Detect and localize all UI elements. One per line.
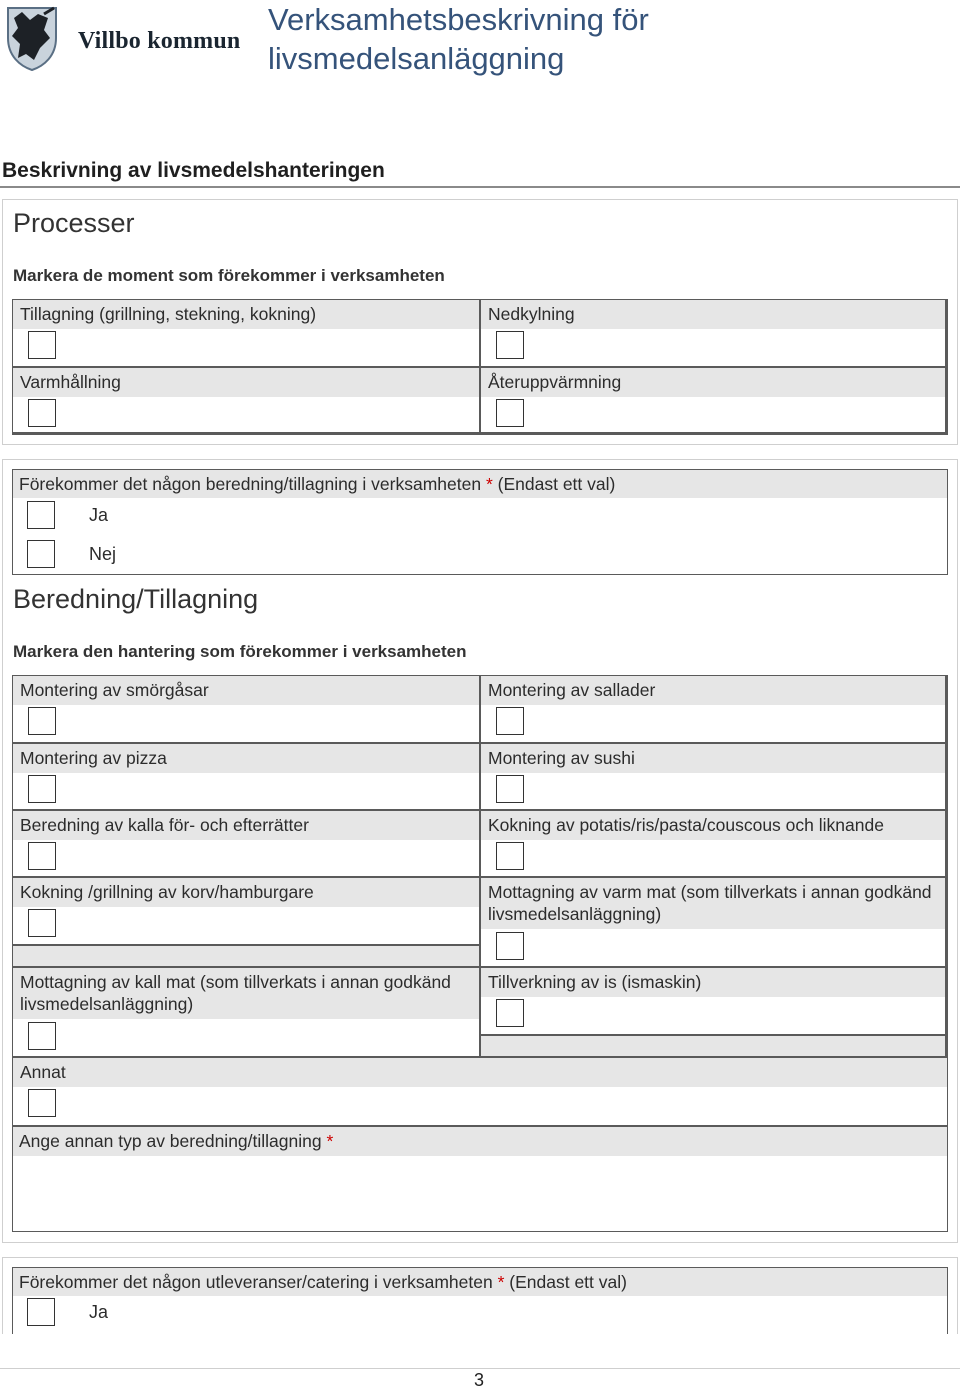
beredning-item-label: Tillverkning av is (ismaskin): [481, 968, 945, 997]
processer-heading: Processer: [13, 208, 135, 238]
spacer-fill: [481, 1036, 945, 1056]
sushi-checkbox[interactable]: [496, 775, 524, 803]
page-number: 3: [474, 1370, 485, 1389]
kokning-potatis-checkbox[interactable]: [496, 842, 524, 870]
kall-mat-checkbox[interactable]: [28, 1022, 56, 1050]
question-text: Förekommer det någon utleveranser/catering i verksamheten: [19, 1272, 493, 1292]
footer-divider: [0, 1368, 960, 1369]
required-marker: *: [497, 1272, 505, 1292]
kalla-ratter-checkbox[interactable]: [28, 842, 56, 870]
process-item-label: Nedkylning: [481, 300, 945, 329]
beredning-item-label: Montering av sushi: [481, 744, 945, 773]
annan-beredning-label: [13, 1127, 947, 1156]
municipality-logo: [4, 4, 244, 70]
beredning-question-label: [13, 470, 947, 498]
required-marker: *: [326, 1131, 334, 1151]
process-tillagning-checkbox[interactable]: [28, 331, 56, 359]
beredning-item-label: Mottagning av varm mat (som tillverkats i annan godkänd livsmedelsanläggning): [481, 878, 945, 929]
question-text: Förekommer det någon beredning/tillagning i verksamheten: [19, 474, 482, 494]
document-title: Verksamhetsbeskrivning för livsmedelsanläggning: [268, 2, 649, 76]
varm-mat-checkbox[interactable]: [496, 932, 524, 960]
beredning-item-sushi: [481, 744, 947, 811]
process-ateruppvarmning-checkbox[interactable]: [496, 399, 524, 427]
beredning-item-korv-hamburgare: [13, 878, 481, 946]
beredning-item-label: Kokning av potatis/ris/pasta/couscous och liknande: [481, 811, 945, 840]
beredning-heading: Beredning/Tillagning: [13, 584, 259, 614]
annan-beredning-field: [12, 1126, 948, 1232]
process-item-nedkylning: [481, 300, 947, 368]
utleverans-ja-checkbox[interactable]: [27, 1298, 55, 1326]
question-suffix: (Endast ett val): [497, 474, 616, 494]
sallader-checkbox[interactable]: [496, 707, 524, 735]
process-item-ateruppvarmning: [481, 368, 947, 434]
beredning-item-kall-mat: [13, 968, 481, 1058]
utleverans-ja-label: Ja: [89, 1302, 109, 1322]
beredning-item-label: Montering av sallader: [481, 676, 945, 705]
beredning-item-is: [481, 968, 947, 1036]
beredning-ja-checkbox[interactable]: [27, 501, 55, 529]
beredning-item-label: Kokning /grillning av korv/hamburgare: [13, 878, 479, 907]
beredning-question: [12, 469, 948, 575]
beredning-item-pizza: [13, 744, 481, 811]
beredning-nej-checkbox[interactable]: [27, 540, 55, 568]
spacer-fill: [13, 946, 479, 966]
question-suffix: (Endast ett val): [509, 1272, 627, 1292]
beredning-item-sallader: [481, 676, 947, 744]
grid-spacer: [481, 1036, 947, 1058]
beredning-subheading: Markera den hantering som förekommer i verksamheten: [13, 642, 467, 661]
beredning-item-smorgasar: [13, 676, 481, 744]
grid-spacer: [13, 946, 481, 968]
beredning-ja-label: Ja: [89, 505, 109, 525]
beredning-item-label: Montering av pizza: [13, 744, 479, 773]
section-divider: [0, 186, 960, 188]
page-header: [0, 0, 960, 90]
field-label-text: Ange annan typ av beredning/tillagning: [19, 1131, 322, 1151]
beredning-item-annat: [13, 1058, 947, 1125]
section-heading: Beskrivning av livsmedelshanteringen: [2, 159, 385, 182]
process-item-label: Tillagning (grillning, stekning, kokning): [13, 300, 479, 329]
beredning-item-label: Annat: [13, 1058, 947, 1087]
process-item-label: Återuppvärmning: [481, 368, 945, 397]
beredning-item-kokning-potatis: [481, 811, 947, 878]
annat-checkbox[interactable]: [28, 1089, 56, 1117]
beredning-item-label: Montering av smörgåsar: [13, 676, 479, 705]
logo-text: Villbo kommun: [78, 28, 241, 54]
beredning-item-varm-mat: [481, 878, 947, 968]
beredning-grid: [12, 675, 948, 1126]
annan-beredning-input[interactable]: [13, 1155, 947, 1231]
process-item-label: Varmhållning: [13, 368, 479, 397]
processer-grid: [12, 299, 948, 435]
process-nedkylning-checkbox[interactable]: [496, 331, 524, 359]
processer-subheading: Markera de moment som förekommer i verksamheten: [13, 266, 445, 285]
korv-hamburgare-checkbox[interactable]: [28, 909, 56, 937]
beredning-item-label: Beredning av kalla för- och efterrätter: [13, 811, 479, 840]
process-item-varmhallning: [13, 368, 481, 434]
process-varmhallning-checkbox[interactable]: [28, 399, 56, 427]
process-item-tillagning: [13, 300, 481, 368]
pizza-checkbox[interactable]: [28, 775, 56, 803]
beredning-item-kalla-ratter: [13, 811, 481, 878]
required-marker: *: [485, 474, 493, 494]
beredning-item-label: Mottagning av kall mat (som tillverkats i annan godkänd livsmedelsanläggning): [13, 968, 479, 1019]
shield-icon: [4, 4, 60, 72]
smorgasar-checkbox[interactable]: [28, 707, 56, 735]
utleverans-question: [12, 1267, 948, 1334]
is-checkbox[interactable]: [496, 999, 524, 1027]
beredning-nej-label: Nej: [89, 544, 117, 564]
utleverans-question-label: [13, 1268, 947, 1296]
